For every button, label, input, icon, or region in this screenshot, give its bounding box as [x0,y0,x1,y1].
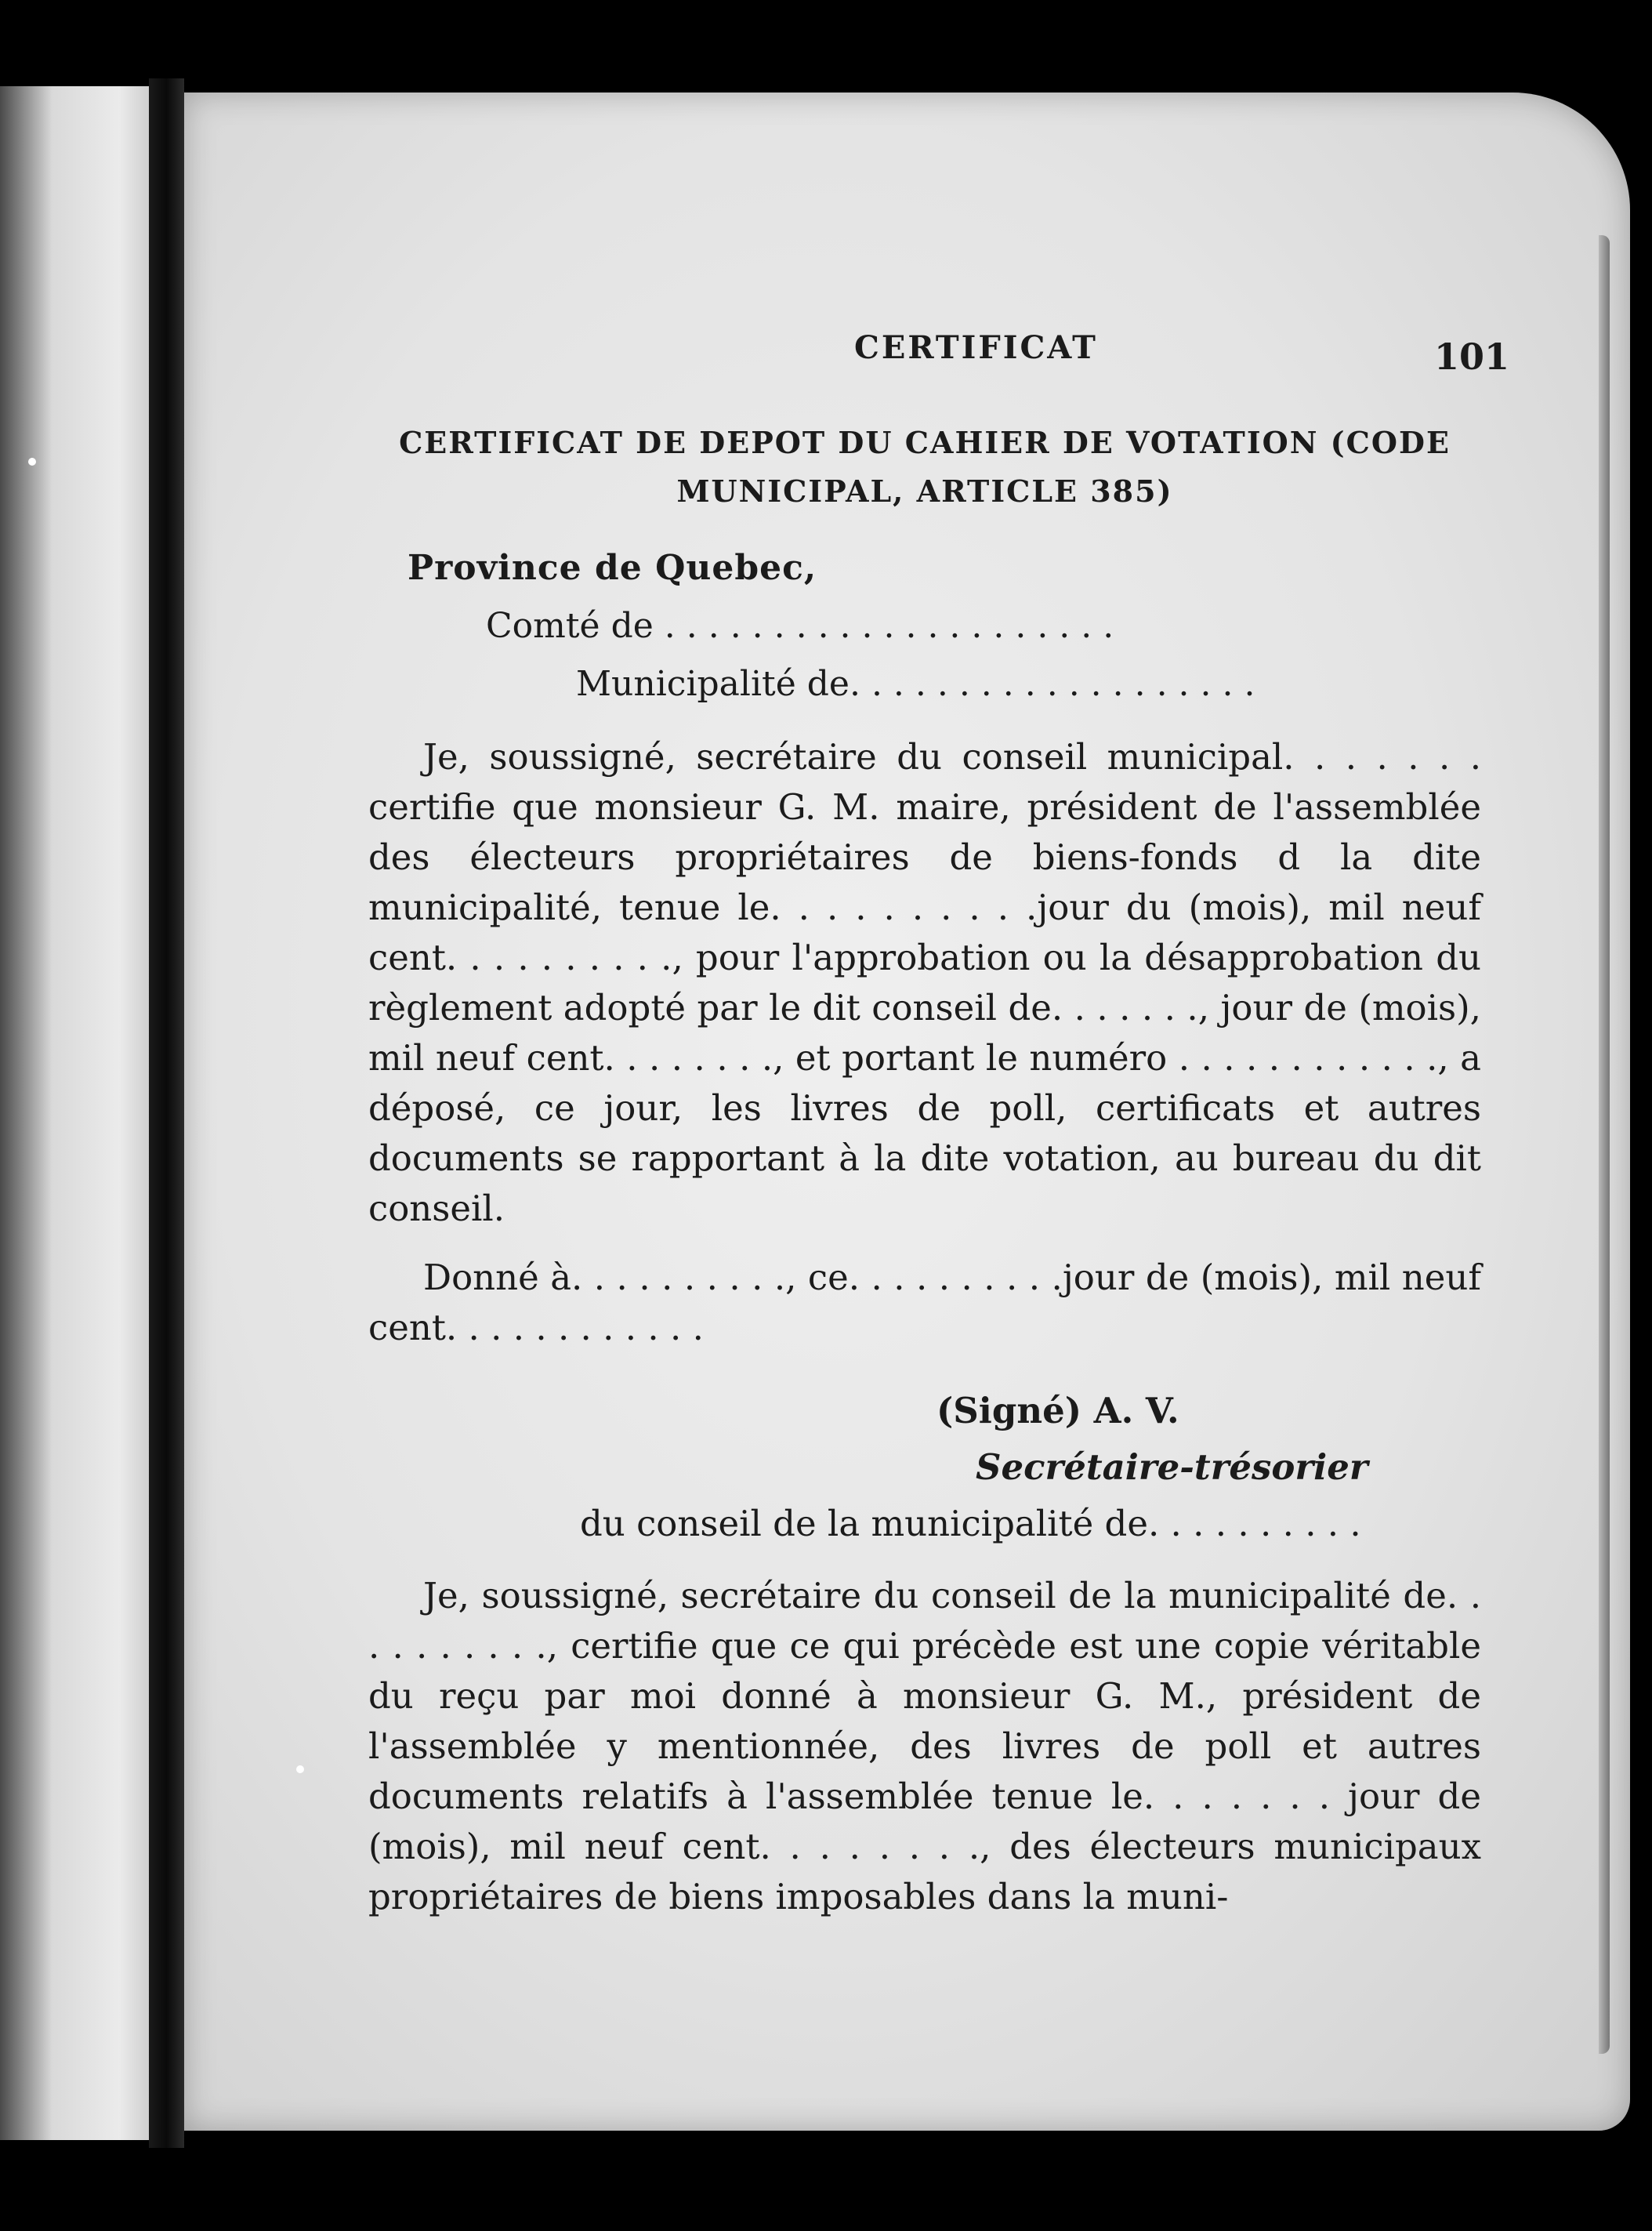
book-gutter [149,78,184,2148]
council-line: du conseil de la municipalité de. . . . . . . . . . [580,1503,1361,1544]
province-line: Province de Quebec, [408,548,817,588]
comte-line: Comté de . . . . . . . . . . . . . . . . . . . . . [486,606,1114,646]
dust-speck [296,1765,304,1773]
facing-page-edge [0,86,149,2140]
signature-block [368,1383,1481,1552]
signatory-role: Secrétaire-trésorier [976,1446,1368,1488]
copy-certification-paragraph: Je, soussigné, secrétaire du conseil de la municipalité de. . . . . . . . . ., certifie que ce qui précède est une copie véritable du reçu par moi donné à monsieur G. M., président de l'assemblée y mentionnée, des livres de poll et autres documents relatifs à l'assemblée tenue le. . . . . . . jour de (mois), mil neuf cent. . . . . . . ., des électeurs municipaux propriétaires de biens imposables dans la muni- [368,1575,1481,1917]
municipalite-line: Municipalité de. . . . . . . . . . . . . . . . . . . [576,664,1255,704]
running-title: CERTIFICAT [854,329,1098,366]
page-content [368,314,1510,1922]
address-header [368,539,1481,713]
page-edge-shadow [1599,235,1610,2054]
running-head [368,314,1510,384]
certificate-paragraph: Je, soussigné, secrétaire du conseil municipal. . . . . . . certifie que monsieur G. M. maire, président de l'assemblée des électeurs propriétaires de biens-fonds d la dite municipalité, tenue le. . . . . . . . . .jour du (mois), mil neuf cent. . . . . . . . . ., pour l'approbation ou la désapprobation du règlement adopté par le dit conseil de. . . . . . ., jour de (mois), mil neuf cent. . . . . . . ., et portant le numéro . . . . . . . . . . . ., a déposé, ce jour, les livres de poll, certificats et autres documents se rapportant à la dite votation, au bureau du dit conseil. [368,736,1481,1229]
document-title: CERTIFICAT DE DEPOT DU CAHIER DE VOTATION (CODE MUNICIPAL, ARTICLE 385) [399,425,1451,509]
signature-line: (Signé) A. V. [936,1390,1179,1431]
given-at-paragraph: Donné à. . . . . . . . . ., ce. . . . . . . . . .jour de (mois), mil neuf cent. . . . . . . . . . . . [368,1257,1481,1348]
dust-speck [28,458,36,466]
page-number: 101 [1434,336,1510,378]
